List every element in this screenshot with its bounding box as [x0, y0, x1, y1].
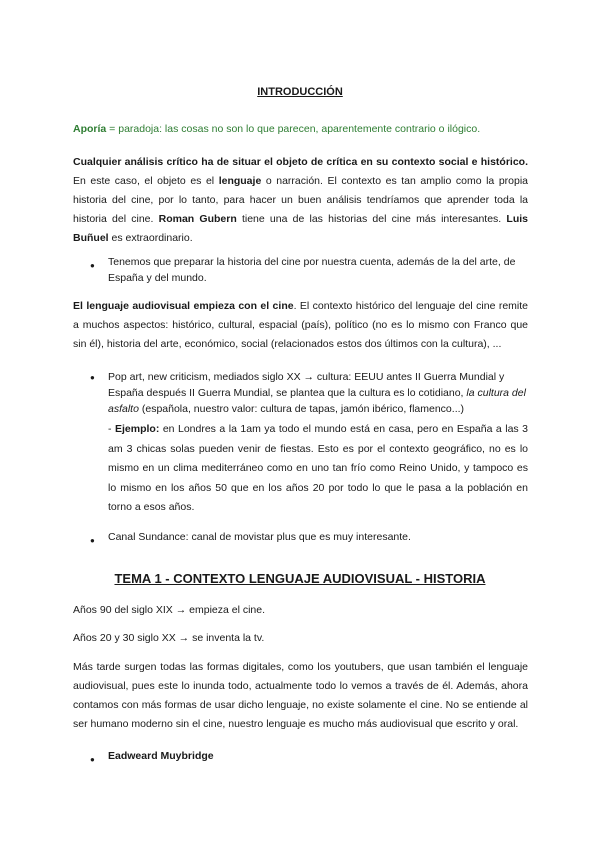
- bullet-list-4: [90, 748, 528, 764]
- para1-lead: Cualquier análisis crítico ha de situar el objeto de crítica en su contexto social e histórico.: [73, 156, 528, 168]
- bullet-list-1: [90, 254, 528, 286]
- intro-heading: INTRODUCCIÓN: [257, 86, 343, 98]
- list-item: ● Canal Sundance: canal de movistar plus que es muy interesante.: [90, 529, 528, 545]
- example-text: - Ejemplo: en Londres a la 1am ya todo el mundo está en casa, pero en España a las 3 am 3 chicas solas pueden venir de fiestas. Esto es por el contexto geográfico, no es lo mismo en un clima mediterráneo como en uno tan frío como Reino Unido, y tampoco es lo mismo en los años 50 que en los años 20 por todo lo que le pasa a la población en torno a esos años.: [108, 423, 528, 513]
- asfalto-italic: la cultura del asfalto: [108, 387, 526, 415]
- bullet-list-3: [90, 529, 528, 545]
- example-label: Ejemplo:: [114, 423, 160, 435]
- timeline-cine: Años 90 del siglo XIX → empieza el cine.: [73, 604, 266, 616]
- paragraph-lenguaje-audiovisual: El lenguaje audiovisual empieza con el cine. El contexto histórico del lenguaje del cine remite a muchos aspectos: histórico, cultural, espacial (país), político (no es lo mismo con Franco que sin él), historia del arte, económico, social (relacionados estos dos últimos con la cultura), ...: [73, 300, 529, 350]
- aporia-text: = paradoja: las cosas no son lo que parecen, aparentemente contrario o ilógico.: [106, 123, 481, 135]
- list-item: [90, 748, 528, 764]
- pop-art-text: ● Pop art, new criticism, mediados siglo XX → cultura: EEUU antes II Guerra Mundial y España después II Guerra Mundial, se plantea que la cultura es lo cotidiano, la cultura del asfalto (española, nuestro valor: cultura de tapas, jamón ibérico, flamenco...): [108, 371, 526, 415]
- name-luis-bunuel: Luis Buñuel: [73, 213, 529, 244]
- name-muybridge: Eadweard Muybridge: [108, 750, 214, 762]
- name-roman-gubern: Roman Gubern: [158, 213, 237, 225]
- aporia-definition: [73, 120, 528, 139]
- paragraph-digital: Más tarde surgen todas las formas digitales, como los youtubers, que usan también el lenguaje audiovisual, pues este lo inunda todo, actualmente todo lo vemos a través de él. Además, ahora contamos con más formas de usar dicho lenguaje, no existe solamente el cine. No se entiende al ser humano moderno sin el cine, nuestro lenguaje es mucho más audiovisual que escrito y oral.: [73, 661, 528, 730]
- aporia-term: Aporía: [73, 123, 107, 135]
- paragraph-context: Cualquier análisis crítico ha de situar el objeto de crítica en su contexto social e histórico. En este caso, el objeto es el lenguaje o narración. El contexto es tan amplio como la propia historia del cine, por lo tanto, para hacer un buen análisis tendríamos que aprender toda la historia del cine. Roman Gubern tiene una de las historias del cine más interesantes. Luis Buñuel es extraordinario.: [73, 156, 529, 244]
- keyword-lenguaje: lenguaje: [218, 175, 262, 187]
- tema-heading: TEMA 1 - CONTEXTO LENGUAJE AUDIOVISUAL - HISTORIA: [114, 571, 486, 586]
- list-item: [90, 369, 528, 518]
- para2-lead: El lenguaje audiovisual empieza con el cine: [73, 300, 294, 312]
- list-item: ● Tenemos que preparar la historia del cine por nuestra cuenta, además de la del arte, de España y del mundo.: [90, 254, 528, 286]
- bullet-list-2: [90, 369, 528, 518]
- timeline-tv: Años 20 y 30 siglo XX → se inventa la tv.: [73, 632, 265, 644]
